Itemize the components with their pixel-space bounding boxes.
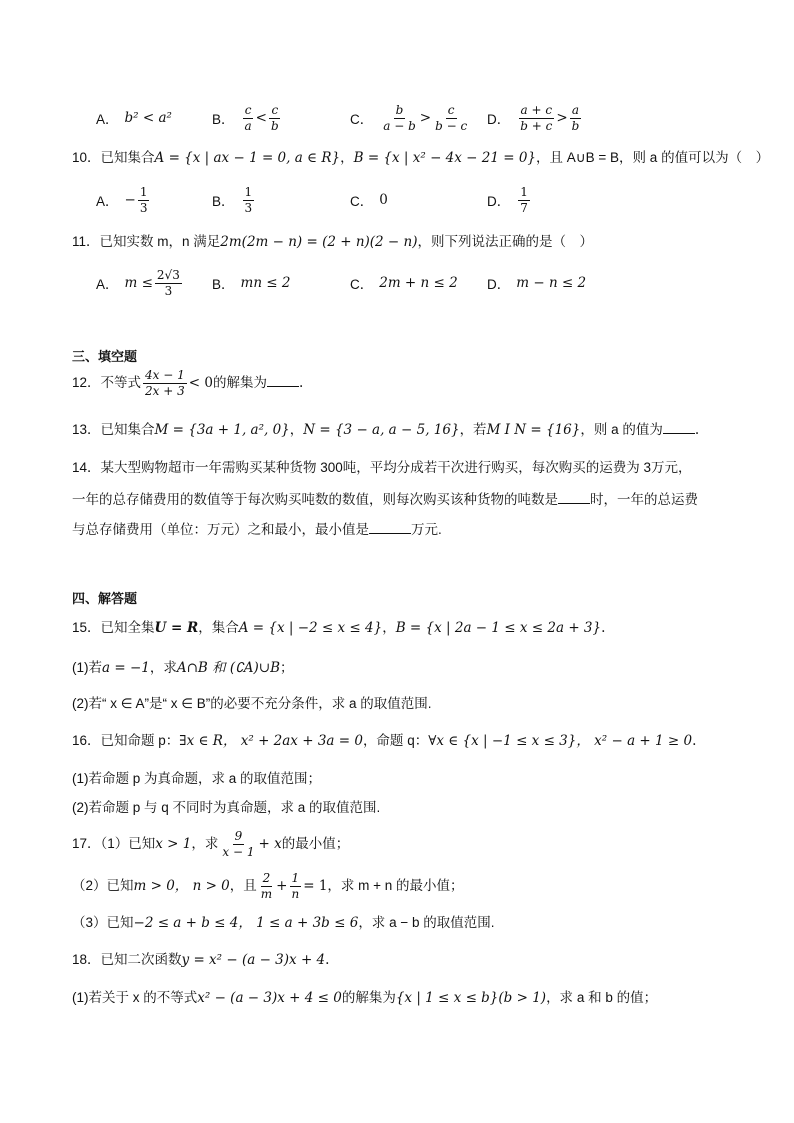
q11-option-b — [212, 263, 291, 303]
separator: ， — [289, 422, 304, 438]
math-expression: < 0 — [188, 375, 213, 391]
numerator: 1 — [520, 184, 528, 199]
q14-line-2 — [72, 490, 698, 510]
q16-part-2: (2)若命题 p 与 q 不同时为真命题，求 a 的取值范围. — [72, 800, 381, 815]
denominator: 3 — [139, 200, 148, 215]
math-expression: A = {x | ax − 1 = 0, a ∈ R} — [154, 150, 341, 166]
math-expression: + x — [258, 836, 282, 852]
option-label: B． — [212, 277, 235, 292]
q17-part-1 — [72, 826, 349, 862]
fraction — [289, 871, 301, 902]
option-label: B． — [212, 194, 235, 209]
math-expression: N = {3 − a, a − 5, 16} — [303, 422, 460, 438]
q13 — [72, 420, 699, 440]
math-expression: m > 0， n > 0 — [133, 878, 230, 894]
sign: − — [124, 192, 136, 208]
question-text: 12．不等式 — [72, 375, 142, 390]
math-expression: y = x² − (a − 3)x + 4 — [181, 952, 326, 968]
q11-option-d — [487, 263, 586, 303]
section-heading: 三、填空题 — [72, 349, 138, 364]
question-text: ，求 a − b 的取值范围. — [358, 915, 495, 930]
question-text: ，求 — [149, 660, 177, 675]
math-expression: M I N = {16} — [486, 422, 581, 438]
question-text: 15．已知全集 — [72, 620, 155, 635]
q12 — [72, 366, 303, 400]
numerator: 1 — [139, 184, 148, 199]
denominator: a — [244, 118, 252, 133]
fraction — [155, 268, 182, 299]
denominator: b − c — [435, 118, 468, 133]
q14-line-1: 14．某大型购物超市一年需购买某种货物 300吨，平均分成若干次进行购买，每次购买的运费为 3万元， — [72, 460, 692, 475]
q15-part-2: (2)若“ x ∈ A”是“ x ∈ B”的必要不充分条件，求 a 的取值范围. — [72, 696, 432, 711]
option-label: D． — [487, 194, 511, 209]
period: . — [692, 733, 697, 749]
fraction — [433, 103, 469, 134]
question-text: 11．已知实数 m，n 满足 — [72, 234, 221, 249]
q11-option-a — [96, 263, 184, 303]
answer-blank — [369, 533, 411, 534]
q9-option-d — [487, 98, 583, 138]
math-expression: A = {x | −2 ≤ x ≤ 4} — [238, 620, 383, 636]
q9-option-c — [350, 98, 471, 138]
math-expression: 2m + n ≤ 2 — [379, 275, 458, 291]
question-text: 17．（1）已知 — [72, 836, 156, 851]
q9-option-b — [212, 98, 283, 138]
denominator: 3 — [244, 200, 253, 215]
fraction — [518, 185, 530, 216]
question-text: 万元. — [411, 522, 442, 537]
separator: ， — [340, 150, 354, 166]
numerator: 9 — [234, 829, 243, 843]
option-label: A． — [96, 194, 119, 209]
math-expression: −2 ≤ a + b ≤ 4， 1 ≤ a + 3b ≤ 6 — [133, 915, 359, 931]
q10-option-a — [96, 180, 151, 220]
q15-part-1 — [72, 658, 294, 678]
numerator: b — [395, 102, 404, 117]
question-text: 与总存储费用（单位：万元）之和最小，最小值是 — [72, 522, 369, 537]
denominator: n — [291, 887, 300, 901]
question-text: ，则下列说法正确的是（ ） — [417, 234, 594, 249]
punctuation: ； — [280, 660, 294, 676]
math-expression: B = {x | x² − 4x − 21 = 0} — [353, 150, 537, 166]
math-expression: m ≤ — [124, 275, 153, 291]
fraction — [259, 871, 274, 902]
math-expression: {x | 1 ≤ x ≤ b}(b > 1) — [395, 990, 547, 1006]
operator: < — [255, 110, 267, 126]
question-text: 16．已知命题 p： — [72, 733, 180, 748]
q10-stem — [72, 148, 769, 168]
math-expression: m − n ≤ 2 — [516, 275, 587, 291]
fraction — [243, 103, 254, 134]
option-label: C． — [350, 194, 374, 209]
q18-part-1 — [72, 988, 657, 1008]
option-expression: b² < a² — [124, 110, 172, 126]
option-label: D． — [487, 277, 511, 292]
fraction — [570, 103, 582, 134]
period: . — [298, 375, 304, 391]
numerator: 4x − 1 — [145, 368, 185, 382]
question-text: ，求 — [191, 836, 219, 851]
option-label: A． — [96, 277, 119, 292]
fraction — [143, 368, 187, 399]
fraction — [381, 103, 418, 134]
math-expression: = 1 — [303, 878, 328, 894]
answer-blank — [558, 503, 590, 504]
math-expression: a = −1 — [102, 660, 150, 676]
q11-stem — [72, 232, 593, 252]
q11-option-c — [350, 263, 458, 303]
denominator: 7 — [520, 200, 528, 215]
numerator: c — [271, 102, 279, 117]
question-text: ，集合 — [198, 620, 239, 635]
q14-line-3 — [72, 520, 442, 540]
numerator: 1 — [244, 184, 253, 199]
numerator: 2 — [262, 871, 271, 885]
math-expression: x² − (a − 3)x + 4 ≤ 0 — [197, 990, 342, 1006]
question-text: 的最小值； — [281, 836, 350, 851]
denominator: x − 1 — [222, 845, 255, 859]
question-text: 的解集为 — [341, 990, 396, 1005]
numerator: 2√3 — [156, 267, 180, 282]
numerator: a — [571, 102, 580, 117]
operator: + — [276, 878, 288, 894]
math-expression: B = {x | 2a − 1 ≤ x ≤ 2a + 3} — [395, 620, 602, 636]
q18-stem — [72, 950, 329, 970]
question-text: （2）已知 — [72, 878, 134, 893]
fraction — [269, 103, 281, 134]
question-text: ，命题 q： — [362, 733, 429, 748]
q11-options — [96, 263, 736, 303]
math-expression: M = {3a + 1, a², 0} — [154, 422, 290, 438]
question-text: （3）已知 — [72, 915, 134, 930]
question-text: 10．已知集合 — [72, 150, 155, 165]
math-expression: A∩B 和 (∁A)∪B — [176, 660, 281, 676]
numerator: a + c — [520, 102, 553, 117]
question-text: ，求 a 和 b 的值； — [546, 990, 658, 1005]
q9-options — [96, 98, 736, 138]
q10-option-c — [350, 180, 388, 220]
option-label: C． — [350, 112, 374, 127]
q10-option-d — [487, 180, 532, 220]
question-text: ，求 m + n 的最小值； — [327, 878, 464, 893]
question-text: ，则 a 的值为 — [580, 422, 663, 437]
numerator: c — [447, 102, 455, 117]
math-expression: ∃x ∈ R， x² + 2ax + 3a = 0 — [179, 733, 363, 749]
period: . — [325, 952, 330, 968]
question-text: 时，一年的总运费 — [590, 492, 698, 507]
answer-blank — [267, 386, 299, 387]
question-text: ，且 — [229, 878, 257, 893]
q10-option-b — [212, 180, 256, 220]
operator: > — [556, 110, 568, 126]
question-text: (1)若关于 x 的不等式 — [72, 990, 198, 1005]
math-expression: ∀x ∈ {x | −1 ≤ x ≤ 3}， x² − a + 1 ≥ 0 — [428, 733, 693, 749]
option-label: A． — [96, 112, 119, 127]
denominator: b — [270, 118, 279, 133]
option-label: C． — [350, 277, 374, 292]
denominator: b + c — [520, 118, 553, 133]
numerator: c — [244, 102, 252, 117]
q10-options — [96, 180, 736, 220]
q17-part-3 — [72, 913, 494, 933]
math-expression: U = R — [154, 620, 199, 636]
q17-part-2 — [72, 868, 464, 904]
option-value: 0 — [379, 192, 388, 208]
denominator: b — [571, 118, 580, 133]
q15-stem — [72, 618, 605, 638]
period: . — [694, 422, 700, 438]
question-text: ，若 — [459, 422, 487, 437]
question-text: (1)若 — [72, 660, 102, 675]
fraction — [220, 829, 256, 860]
question-text: ，且 A∪B = B，则 a 的值可以为（ ） — [536, 150, 770, 165]
numerator: 1 — [291, 871, 300, 885]
fraction — [138, 185, 150, 216]
fraction — [243, 185, 255, 216]
math-expression: 2m(2m − n) = (2 + n)(2 − n) — [220, 234, 418, 250]
section-heading: 四、解答题 — [72, 591, 138, 606]
fraction — [518, 103, 554, 134]
operator: > — [419, 110, 432, 126]
option-label: B． — [212, 112, 235, 127]
q9-option-a — [96, 98, 172, 138]
denominator: a − b — [383, 118, 416, 133]
question-text: 的解集为 — [212, 375, 267, 390]
denominator: 2x + 3 — [145, 384, 185, 398]
q16-stem — [72, 731, 696, 751]
question-text: 18．已知二次函数 — [72, 952, 182, 967]
q16-part-1: (1)若命题 p 为真命题，求 a 的取值范围； — [72, 771, 322, 786]
question-text: 一年的总存储费用的数值等于每次购买吨数的数值，则每次购买该种货物的吨数是 — [72, 492, 558, 507]
denominator: 3 — [164, 283, 173, 298]
denominator: m — [260, 887, 273, 901]
question-text: 13．已知集合 — [72, 422, 155, 437]
math-expression: x > 1 — [155, 836, 192, 852]
math-expression: mn ≤ 2 — [240, 275, 291, 291]
separator: ， — [382, 620, 396, 636]
period: . — [601, 620, 606, 636]
answer-blank — [663, 433, 695, 434]
option-label: D． — [487, 112, 511, 127]
